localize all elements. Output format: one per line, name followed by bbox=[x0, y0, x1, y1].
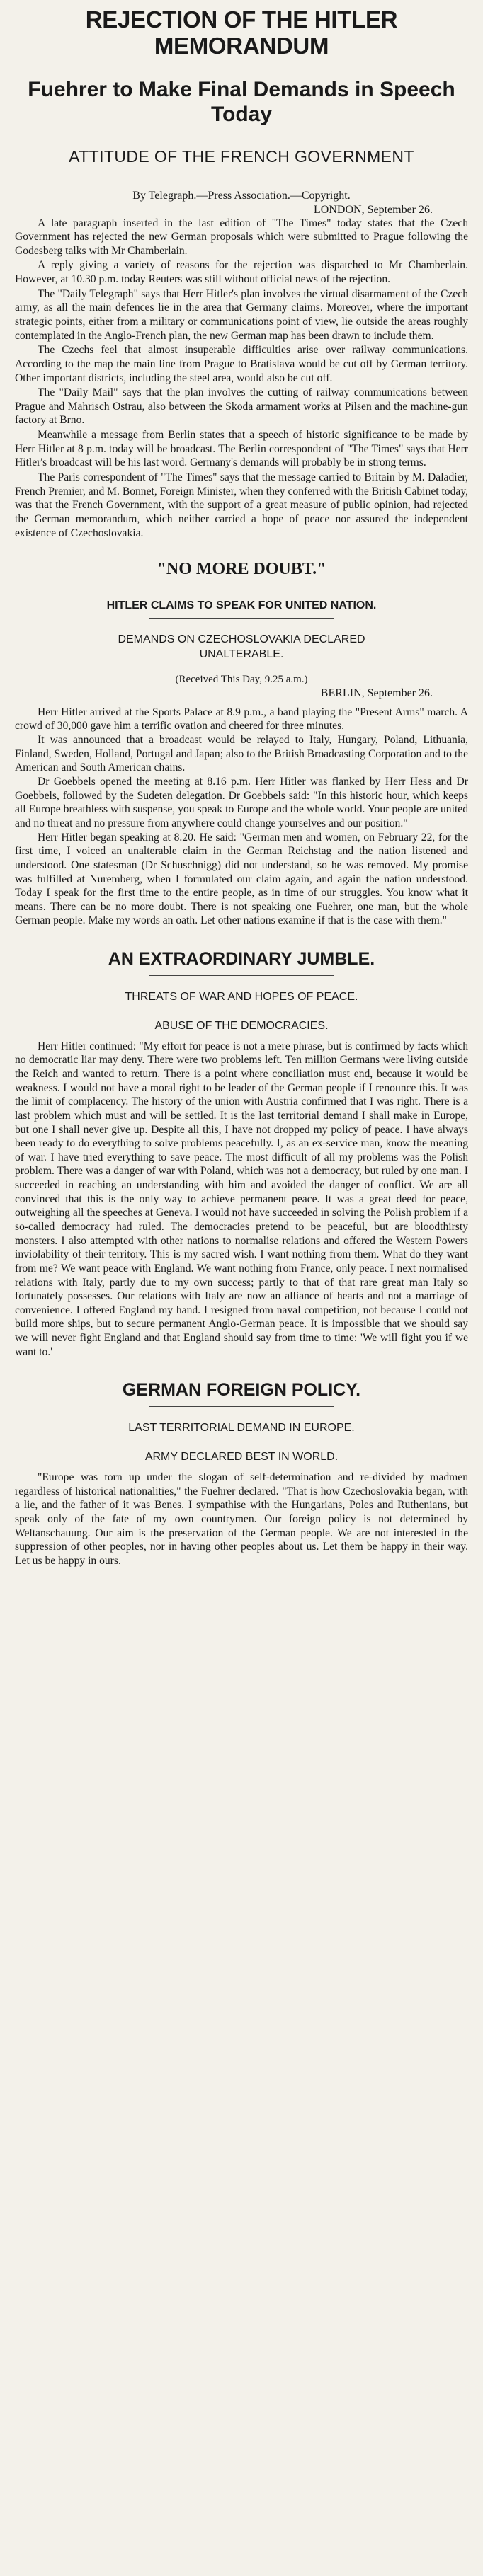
article-body-2 bbox=[15, 706, 468, 928]
paragraph: "Europe was torn up under the slogan of self-determination and re-divided by madmen regardless of historical nationalities," the Fuehrer declared. "That is how Czechoslovakia began, with a lie, and the father of it was Benes. I sympathise with the Hungarians, Poles and Ruthenians, but speak only of the fate of my own countrymen. Our foreign policy is not determined by Weltanschauung. Our aim is the preservation of the German people. We are not interested in the suppression of other peoples, nor in having other peoples about us. Let them be happy in their way. Let us be happy in ours. bbox=[15, 1471, 468, 1567]
dateline-berlin: BERLIN, September 26. bbox=[320, 686, 433, 699]
no-more-doubt-heading: "NO MORE DOUBT." bbox=[157, 560, 326, 579]
dateline: LONDON, September 26. bbox=[314, 203, 433, 216]
newspaper-page bbox=[15, 0, 468, 1568]
threats-heading: THREATS OF WAR AND HOPES OF PEACE. bbox=[125, 991, 358, 1004]
demands-heading bbox=[15, 633, 468, 662]
last-demand-heading: LAST TERRITORIAL DEMAND IN EUROPE. bbox=[128, 1422, 355, 1434]
army-heading: ARMY DECLARED BEST IN WORLD. bbox=[144, 1451, 339, 1464]
article-body-3 bbox=[15, 1040, 468, 1359]
paragraph: A late paragraph inserted in the last edition of "The Times" today states that the Czech Government has rejected the new German proposals which were submitted to Prague following the Godesberg talks with Mr Chamberlain. bbox=[15, 217, 468, 257]
foreign-policy-heading: GERMAN FOREIGN POLICY. bbox=[122, 1380, 361, 1401]
paragraph: The "Daily Telegraph" says that Herr Hitler's plan involves the virtual disarmament of the Czech army, as all the main defences lie in the area that Germany claims. Moreover, where the important strategic points, either from a military or communications point of view, lie outside the areas roughly contemplated in the Anglo-French plan, the new German map has been drawn to include them. bbox=[15, 287, 468, 342]
hitler-claims-heading: HITLER CLAIMS TO SPEAK FOR UNITED NATION. bbox=[106, 599, 377, 612]
paragraph: Herr Hitler continued: "My effort for peace is not a mere phrase, but is confirmed by facts which no democratic liar may deny. There were two problems left. Ten million Germans were living outside the Reich and wanted to return. There is a point where conciliation must end, because it would be weakness. I would not have a moral right to be leader of the German people if I renounce this. It was the limit of complacency. The history of the union with Austria confirmed that I was right. There is a last problem which must and will be settled. It is the last territorial demand I shall make in Europe, but one I shall never give up. Despite all this, I have not dropped my policy of peace. I have always been ready to do everything to solve problems peacefully. I, as an ex-service man, know the meaning of war. I have tried everything to save peace. The most difficult of all my problems was the Polish problem. There was a danger of war with Poland, which was not a democracy, but ruled by one man. I succeeded in reaching an understanding with him and avoided the danger of conflict. We are all convinced that this is the only way to achieve permanent peace. It was a great deed for peace, outweighing all the speeches at Geneva. I would not have succeeded in solving the Polish problem if a so-called democracy had ruled. The democracies pretend to be peaceful, but are bloodthirsty monsters. I also attempted with other nations to normalise relations and offered the Western Powers inviolability of their territory. This is my sacred wish. I want nothing from them. What do they want from me? We want peace with England. We want nothing from France, only peace. I next normalised relations with Italy, partly due to my own success; partly to that of that rare great man Italy so fortunately possesses. Our relations with Italy are now an alliance of hearts and not a marriage of convenience. I offered England my hand. I resigned from naval competition, not because I could not build more ships, but to secure permanent Anglo-German peace. It is impossible that we should say we will never fight England and that England should say from time to time: 'We will fight you if we want to.' bbox=[15, 1040, 468, 1358]
jumble-heading: AN EXTRAORDINARY JUMBLE. bbox=[108, 949, 375, 970]
demands-heading-line-2: UNALTERABLE. bbox=[199, 648, 284, 661]
paragraph: Herr Hitler arrived at the Sports Palace at 8.9 p.m., a band playing the "Present Arms" march. A crowd of 30,000 gave him a terrific ovation and cheered for three minutes. bbox=[15, 706, 468, 732]
paragraph: Herr Hitler began speaking at 8.20. He said: "German men and women, on February 22, for the first time, I voiced an unalterable claim in the German Reichstag and the nation listened and understood. One statesman (Dr Schuschnigg) did not understand, so he was removed. My promise was fulfilled at Nuremberg, when I formulated our claim again, and again the nation understood. Today I speak for the first time to the entire people, as in time of our struggles. You know what it means. There can be no more doubt. There is not speaking one Fuehrer, one man, but the whole German people. Make my words an oath. Let other nations examine if that is the case with them." bbox=[15, 831, 468, 927]
divider bbox=[149, 975, 334, 976]
abuse-heading: ABUSE OF THE DEMOCRACIES. bbox=[154, 1019, 329, 1032]
section-title: ATTITUDE OF THE FRENCH GOVERNMENT bbox=[69, 146, 414, 166]
article-body-4 bbox=[15, 1471, 468, 1568]
received-note: (Received This Day, 9.25 a.m.) bbox=[175, 673, 308, 685]
divider bbox=[149, 618, 334, 619]
paragraph: It was announced that a broadcast would be relayed to Italy, Hungary, Poland, Lithuania, Finland, Sweden, Holland, Portugal and Japan; also to the British Broadcasting Corporation and to the American and South American chains. bbox=[15, 734, 468, 774]
paragraph: The "Daily Mail" says that the plan involves the cutting of railway communications between Prague and Mahrisch Ostrau, also between the Skoda armament works at Pilsen and the machine-gun factory at Brno. bbox=[15, 386, 468, 427]
paragraph: The Czechs feel that almost insuperable difficulties arise over railway communications. According to the map the main line from Prague to Bratislava would be cut off by German territory. Other important districts, including the steel area, would also be cut off. bbox=[15, 344, 468, 384]
headline: REJECTION OF THE HITLER MEMORANDUM bbox=[85, 6, 398, 59]
paragraph: Meanwhile a message from Berlin states that a speech of historic significance to be made by Herr Hitler at 8 p.m. today will be broadcast. The Berlin correspondent of "The Times" says that Herr Hitler's broadcast will be his last word. Germany's demands will probably be in strong terms. bbox=[15, 429, 468, 469]
subheadline: Fuehrer to Make Final Demands in Speech Today bbox=[28, 77, 455, 126]
paragraph: The Paris correspondent of "The Times" says that the message carried to Britain by M. Daladier, French Premier, and M. Bonnet, Foreign Minister, when they conferred with the British Cabinet today, was that the French Government, with the support of a great measure of public opinion, had rejected the German memorandum, which neither carried a hope of peace nor assured the independent existence of Czechoslovakia. bbox=[15, 471, 468, 539]
article-body-1 bbox=[15, 217, 468, 541]
paragraph: Dr Goebbels opened the meeting at 8.16 p.m. Herr Hitler was flanked by Herr Hess and Dr Goebbels, followed by the Sudeten delegation. Dr Goebbels said: "In this historic hour, which keeps all Europe breathless with suspense, you speak to Europe and the whole world. Your people are united and no threat and no pressure from anywhere could change yourselves and our position." bbox=[15, 776, 468, 829]
divider bbox=[149, 1406, 334, 1407]
demands-heading-line-1: DEMANDS ON CZECHOSLOVAKIA DECLARED bbox=[118, 633, 365, 646]
paragraph: A reply giving a variety of reasons for the rejection was dispatched to Mr Chamberlain. However, at 10.30 p.m. today Reuters was still without official news of the rejection. bbox=[15, 259, 468, 286]
byline: By Telegraph.—Press Association.—Copyright. bbox=[132, 189, 351, 202]
